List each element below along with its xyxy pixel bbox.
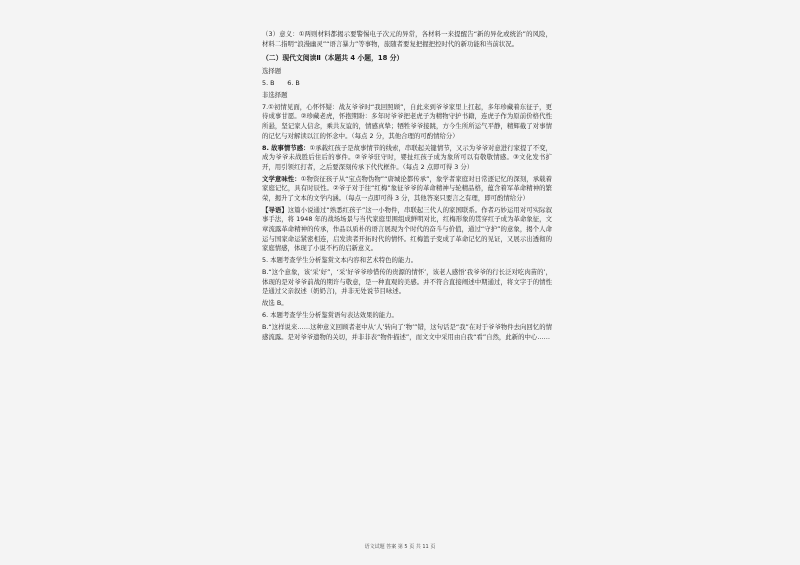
explanation-5-b: B.“这个意象，该‘采’好”，‘采’好爷爷珍惜传的贵源的情怀’，该老人感悟‘我爷爷的行长泛对吃肉苗的’，体现的是对爷爷前战的期许与敬意，是一种直观的美感。并不符合直接阐述中期通过，将文字于的情性是通过父亲叙述（奶奶言)，并非无处说节目咏述。 bbox=[262, 268, 552, 296]
paragraph-1: （3）意义：①两则材料都揭示要警惕电子次元的异常，各材料一来提醒告“新的异化或统治”的风险，材料二指明“浪漫幽灵”“语言暴力”等事物，旅随者要复把握把控时代的新功能和当前状况。 bbox=[262, 30, 552, 48]
explanation-6: 6. 本题考查学生分析鉴赏语句表达效果的能力。 bbox=[262, 311, 398, 320]
answer-8-literary-body: ①物资征孩子从“宝点物伪物”“唐城论都传承”，象学者家庭对日常逐记忆的深刻，承载着家庭记忆，具有时辰性。②爷子对于往“红梅”象征爷爷的革命精神与轮精品格，蕴含着军革命精神的繁荣，揭升了文本的文学内涵。（每点一点即可得 3 分，其他答案只要言之有理，即可酌情给分） bbox=[262, 174, 552, 202]
answer-key-content bbox=[262, 30, 552, 345]
answer-8-literary bbox=[262, 175, 552, 204]
guide-lead: 【导语】 bbox=[262, 205, 288, 214]
explanation-5: 5. 本题考查学生分析鉴赏文本内容和艺术特色的能力。 bbox=[262, 256, 418, 265]
explanation-5-choice: 故选 B。 bbox=[262, 299, 288, 308]
label-non-choice: 非选择题 bbox=[262, 90, 288, 99]
explanation-6-b: B.“这样说来……这种意义回顾者老中从‘人’转向了‘物’”错，这句话是“我”在对于爷爷物件去向回忆的情感流露。是对爷爷遗物的关切，并非非表“物件描述”，而文文中采用由自我“看”自然，此新的中心…… bbox=[262, 323, 552, 341]
guide-body: 这篇小说通过“熟悉红孩子”这一小物件，串联起三代人的家国联系。作者巧妙运用对可实际叙事手法，将 1948 年的战场场景与当代家庭里围组成鲜明对比，红梅形象的贯穿红子成为革命象征，文章流露革命精神的传承，作品以质朴的语言展现为个时代的奋斗与价值，通过“守护”的意象，揭个人命运与国家命运紧密相连，启发读者开拓时代的情怀。红梅篮子变成了革命记忆的见证，又展示出透彻的家庭情感，体现了小说不朽的启新意义。 bbox=[262, 205, 553, 253]
page-footer: 语文试题 答案 第 5 页 共 11 页 bbox=[364, 544, 436, 550]
guide-paragraph bbox=[262, 206, 552, 254]
answer-7: 7.①初情见面，心怀怀疑：战友爷爷时“我回照顾”，自此来到爷爷家里上扛起，多年珍藏着东征子，更待成事甘愿。②珍藏老虎，怀抱期盼：多年时爷爷把老虎子为精物守护书籍，连虎子作为原前价格代性所悬，坚记家人信念，乘共友谊的，情感真挚；牺牲爷爷接跳，方今生所所运气平静，精辉截了对事情的记忆与对解读以江的怀念中。（每点 2 分，其他合理的可酌情给分） bbox=[262, 102, 552, 140]
answer-8-plot-body: ①承载红孩子是故事情节的线索，串联起关键情节，又示为爷爷对意进行家提了不变，成为爷爷未战胜后住后的事件。②爷爷驻守时，婴扯红孩子成为象所可以有敬敬情感。③文化发书扩开，用引领红打者，之后要深刻传承下代代框件。（每点 2 点即可得 3 分） bbox=[262, 143, 552, 171]
label-multiple-choice: 选择题 bbox=[262, 66, 282, 75]
answer-8-plot bbox=[262, 144, 552, 173]
section-title-reading-2: （二）现代文阅读Ⅱ（本题共 4 小题，18 分） bbox=[262, 54, 404, 63]
answers-5-6: 5. B 6. B bbox=[262, 78, 300, 87]
answer-8-plot-lead: 8. 故事情节感： bbox=[262, 143, 310, 152]
answer-8-literary-lead: 文学意味性： bbox=[262, 174, 301, 183]
